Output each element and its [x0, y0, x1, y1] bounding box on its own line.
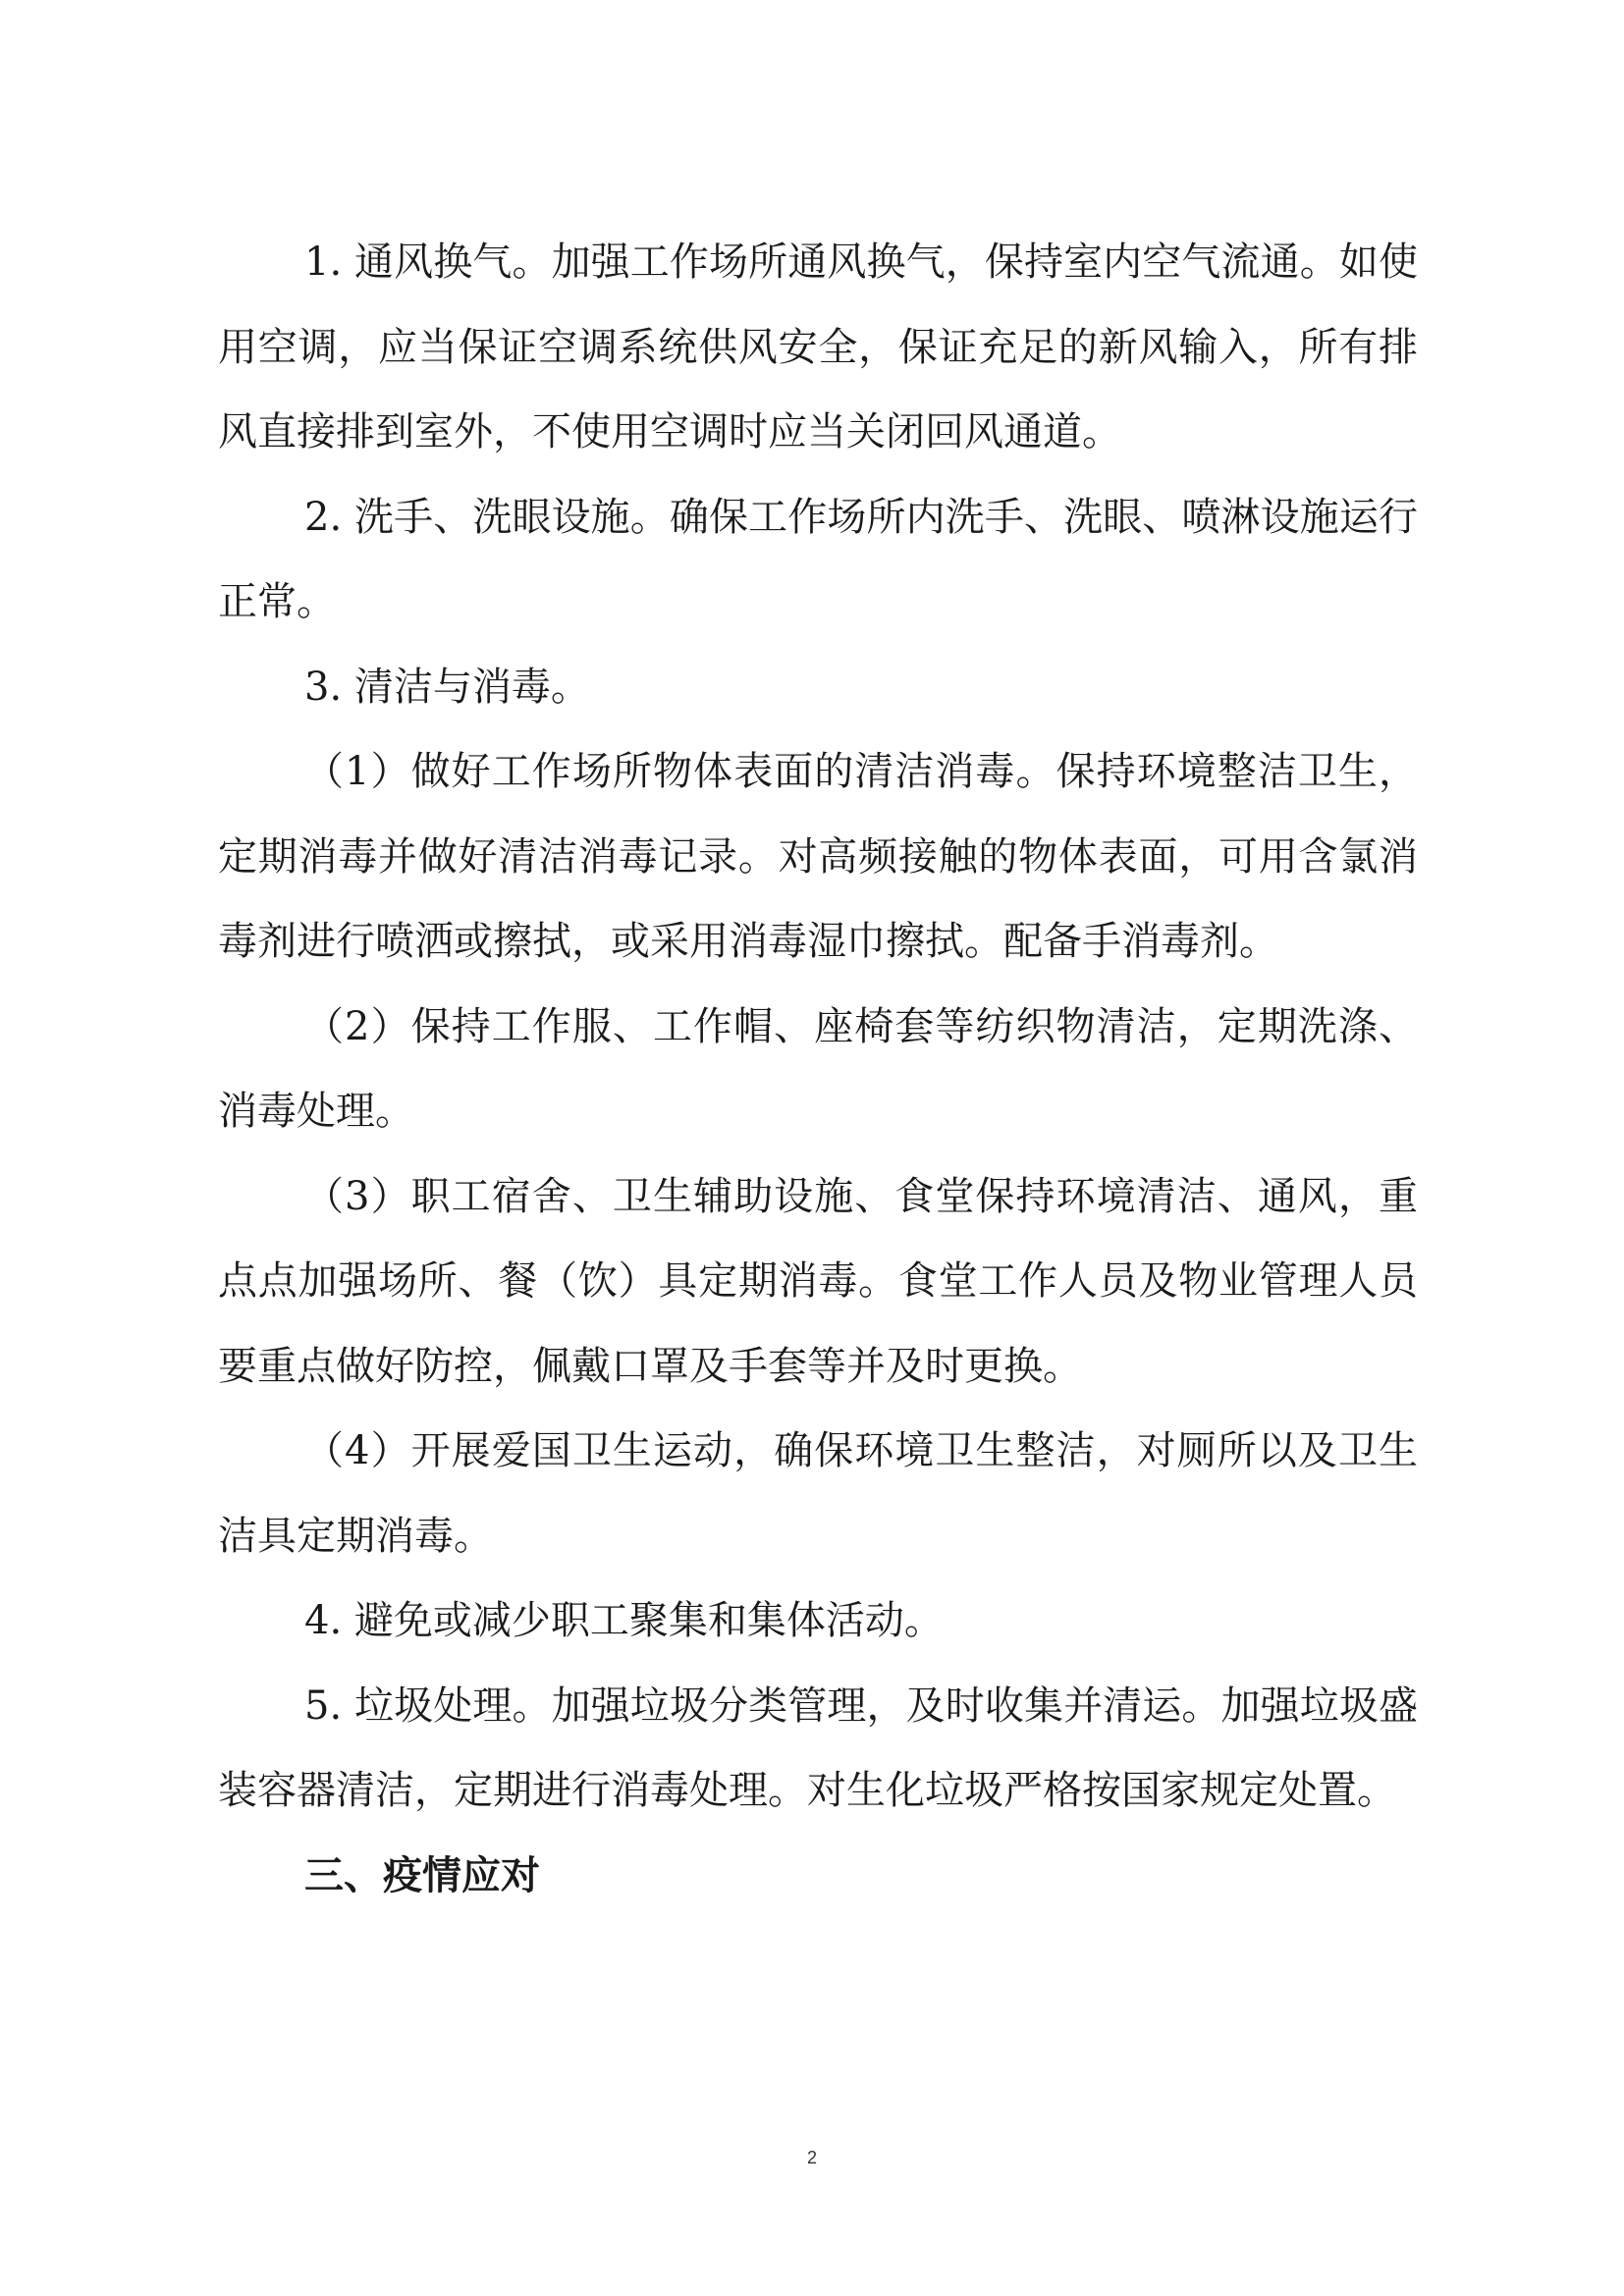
paragraph-avoid-gathering: 4. 避免或减少职工聚集和集体活动。 [304, 1598, 944, 1643]
paragraph-cleaning-item-1: （1）做好工作场所物体表面的清洁消毒。保持环境整洁卫生，定期消毒并做好清洁消毒记录。对高频接触的物体表面，可用含氯消毒剂进行喷洒或擦拭，或采用消毒湿巾擦拭。配备手消毒剂。 [218, 749, 1418, 964]
paragraph-ventilation: 1. 通风换气。加强工作场所通风换气，保持室内空气流通。如使用空调，应当保证空调系统供风安全，保证充足的新风输入，所有排风直接排到室外，不使用空调时应当关闭回风通道。 [218, 240, 1418, 454]
paragraph-cleaning-heading: 3. 清洁与消毒。 [304, 664, 590, 710]
section-heading: 三、疫情应对 [304, 1852, 540, 1898]
paragraph-cleaning-item-4: （4）开展爱国卫生运动，确保环境卫生整洁，对厕所以及卫生洁具定期消毒。 [218, 1428, 1418, 1559]
paragraph-cleaning-item-2: （2）保持工作服、工作帽、座椅套等纺织物清洁，定期洗涤、消毒处理。 [218, 1003, 1418, 1134]
page-number: 2 [806, 2148, 817, 2167]
document-body [218, 220, 1418, 1918]
paragraph-cleaning-item-3: （3）职工宿舍、卫生辅助设施、食堂保持环境清洁、通风，重点点加强场所、餐（饮）具定期消毒。食堂工作人员及物业管理人员要重点做好防控，佩戴口罩及手套等并及时更换。 [218, 1173, 1418, 1389]
paragraph-wash-facilities: 2. 洗手、洗眼设施。确保工作场所内洗手、洗眼、喷淋设施运行正常。 [218, 494, 1418, 624]
paragraph-garbage: 5. 垃圾处理。加强垃圾分类管理，及时收集并清运。加强垃圾盛装容器清洁，定期进行消毒处理。对生化垃圾严格按国家规定处置。 [218, 1682, 1418, 1813]
